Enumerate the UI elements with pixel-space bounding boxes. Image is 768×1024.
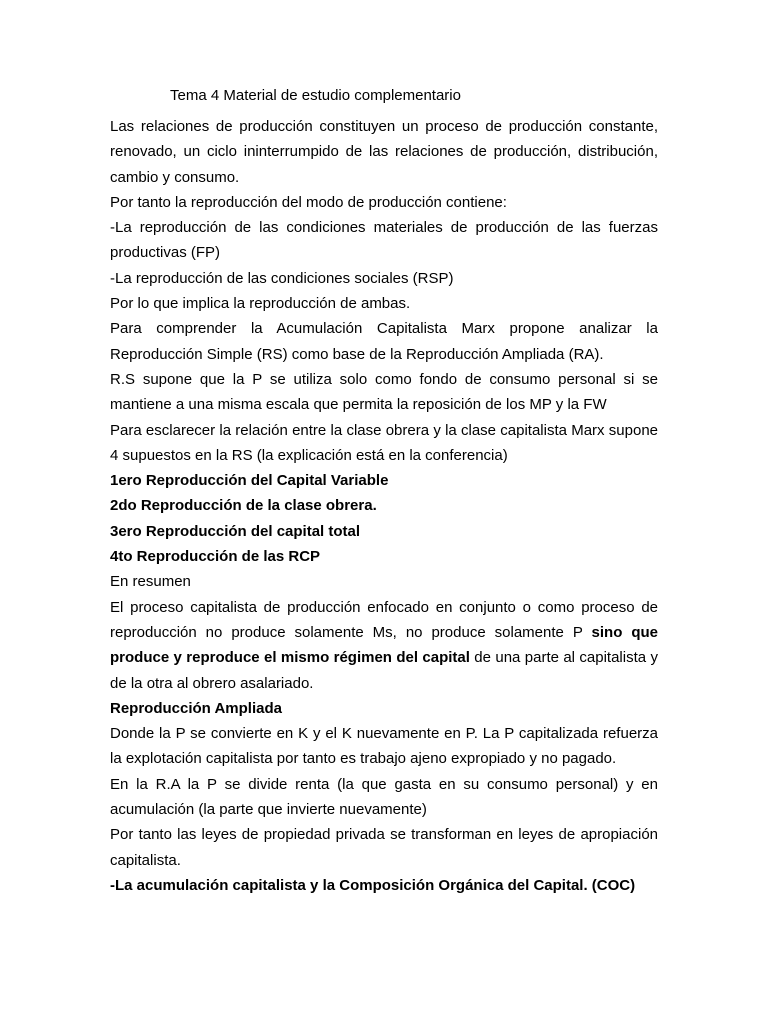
heading-coc: -La acumulación capitalista y la Composición Orgánica del Capital. (COC) [110,876,636,894]
paragraph-proceso-part-1: El proceso capitalista de producción enfocado en conjunto o como proceso de reproducción no produce solamente Ms, no produce solamente P [110,598,658,641]
paragraph-supuestos: Para esclarecer la relación entre la clase obrera y la clase capitalista Marx supone 4 supuestos en la RS (la explicación está en la conferencia) [110,421,658,464]
paragraph-en-resumen: En resumen [110,573,191,591]
paragraph-leyes: Por tanto las leyes de propiedad privada se transforman en leyes de apropiación capitalista. [110,826,658,869]
paragraph-proceso-part-3: de una parte al capitalista y de la otra al obrero asalariado. [110,649,658,692]
heading-supuesto-2: 2do Reproducción de la clase obrera. [110,497,377,515]
heading-supuesto-4: 4to Reproducción de las RCP [110,548,321,566]
paragraph-proceso-emphasis: sino que produce y reproduce el mismo régimen del capital [110,623,659,667]
paragraph-relaciones: Las relaciones de producción constituyen un proceso de producción constante, renovado, un ciclo ininterrumpido de las relaciones de producción, distribución, cambio y consumo. [110,118,658,186]
paragraph-acumulacion: Para comprender la Acumulación Capitalista Marx propone analizar la Reproducción Simple (RS) como base de la Reproducción Ampliada (RA). [110,320,658,363]
document-title: Tema 4 Material de estudio complementario [170,87,461,104]
paragraph-ambas: Por lo que implica la reproducción de ambas. [110,295,411,313]
paragraph-condiciones-materiales: -La reproducción de las condiciones materiales de producción de las fuerzas productivas (FP) [110,219,658,262]
paragraph-donde-p: Donde la P se convierte en K y el K nuevamente en P. La P capitalizada refuerza la explotación capitalista por tanto es trabajo ajeno expropiado y no pagado. [110,725,658,768]
heading-supuesto-1: 1ero Reproducción del Capital Variable [110,472,389,490]
paragraph-proceso-capitalista [110,595,658,696]
document-body [110,83,658,898]
heading-supuesto-3: 3ero Reproducción del capital total [110,522,361,540]
paragraph-reproduccion-modo: Por tanto la reproducción del modo de producción contiene: [110,193,507,211]
paragraph-condiciones-sociales: -La reproducción de las condiciones sociales (RSP) [110,269,454,287]
paragraph-ra-renta: En la R.A la P se divide renta (la que gasta en su consumo personal) y en acumulación (la parte que invierte nuevamente) [110,775,658,819]
heading-reproduccion-ampliada: Reproducción Ampliada [110,699,282,717]
paragraph-rs: R.S supone que la P se utiliza solo como fondo de consumo personal si se mantiene a una misma escala que permita la reposición de los MP y la FW [110,370,658,414]
